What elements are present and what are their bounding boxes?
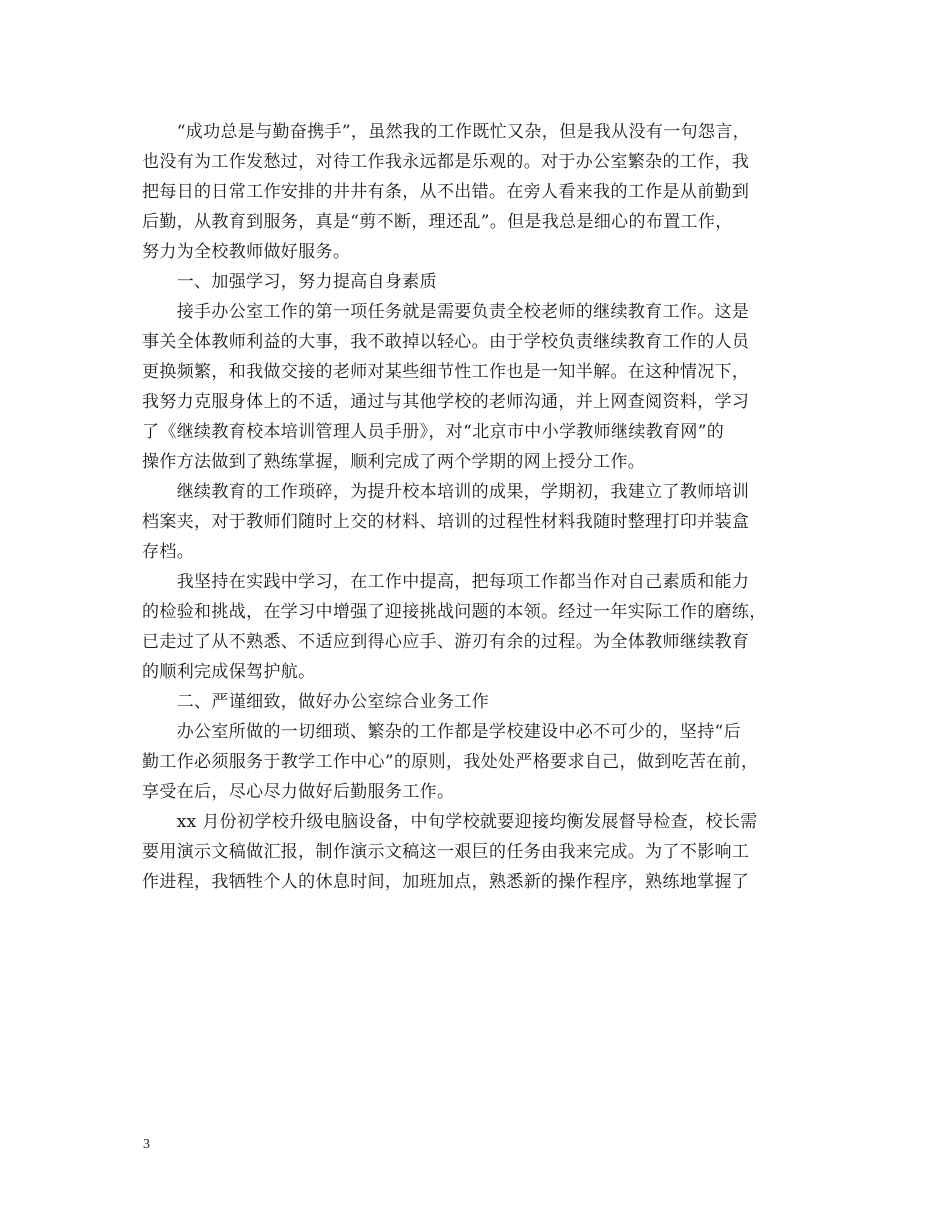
section-heading: 二、严谨细致，做好办公室综合业务工作	[142, 692, 489, 712]
text-line: 更换频繁，和我做交接的老师对某些细节性工作也是一知半解。在这种情况下，	[142, 362, 750, 382]
text-line: 勤工作必须服务于教学工作中心”的原则，我处处严格要求自己，做到吃苦在前，	[142, 752, 759, 772]
document-body	[142, 117, 810, 897]
text-line: 事关全体教师利益的大事，我不敢掉以轻心。由于学校负责继续教育工作的人员	[142, 332, 750, 352]
text-line: 档案夹，对于教师们随时上交的材料、培训的过程性材料我随时整理打印并装盒	[142, 512, 750, 532]
text-line: 我坚持在实践中学习，在工作中提高，把每项工作都当作对自己素质和能力	[142, 572, 750, 592]
text-line: xx 月份初学校升级电脑设备，中旬学校就要迎接均衡发展督导检查，校长需	[142, 812, 758, 832]
text-line: 作进程，我牺牲个人的休息时间，加班加点，熟悉新的操作程序，熟练地掌握了	[142, 872, 750, 892]
text-line: 已走过了从不熟悉、不适应到得心应手、游刃有余的过程。为全体教师继续教育	[142, 632, 750, 652]
text-line: 要用演示文稿做汇报，制作演示文稿这一艰巨的任务由我来完成。为了不影响工	[142, 842, 750, 862]
text-line: 办公室所做的一切细琐、繁杂的工作都是学校建设中必不可少的，坚持“后	[142, 722, 741, 742]
text-line: 也没有为工作发愁过，对待工作我永远都是乐观的。对于办公室繁杂的工作，我	[142, 152, 750, 172]
text-line: 了《继续教育校本培训管理人员手册》，对“北京市中小学教师继续教育网”的	[142, 422, 725, 442]
section-heading: 一、加强学习，努力提高自身素质	[142, 272, 437, 292]
text-line: 我努力克服身体上的不适，通过与其他学校的老师沟通，并上网查阅资料，学习	[142, 392, 750, 412]
text-line: 努力为全校教师做好服务。	[142, 242, 351, 262]
text-line: 的检验和挑战，在学习中增强了迎接挑战问题的本领。经过一年实际工作的磨练，	[142, 602, 767, 622]
text-line: “成功总是与勤奋携手”，虽然我的工作既忙又杂，但是我从没有一句怨言，	[142, 122, 750, 142]
text-line: 把每日的日常工作安排的井井有条，从不出错。在旁人看来我的工作是从前勤到	[142, 182, 750, 202]
text-line: 后勤，从教育到服务，真是“剪不断，理还乱”。但是我总是细心的布置工作，	[142, 212, 733, 232]
text-line: 操作方法做到了熟练掌握，顺利完成了两个学期的网上授分工作。	[142, 452, 646, 472]
page-number: 3	[143, 1137, 150, 1152]
text-line: 存档。	[142, 542, 195, 562]
text-line: 享受在后，尽心尽力做好后勤服务工作。	[142, 782, 455, 802]
text-line: 接手办公室工作的第一项任务就是需要负责全校老师的继续教育工作。这是	[142, 302, 750, 322]
text-line: 的顺利完成保驾护航。	[142, 662, 316, 682]
text-line: 继续教育的工作琐碎，为提升校本培训的成果，学期初，我建立了教师培训	[142, 482, 750, 502]
